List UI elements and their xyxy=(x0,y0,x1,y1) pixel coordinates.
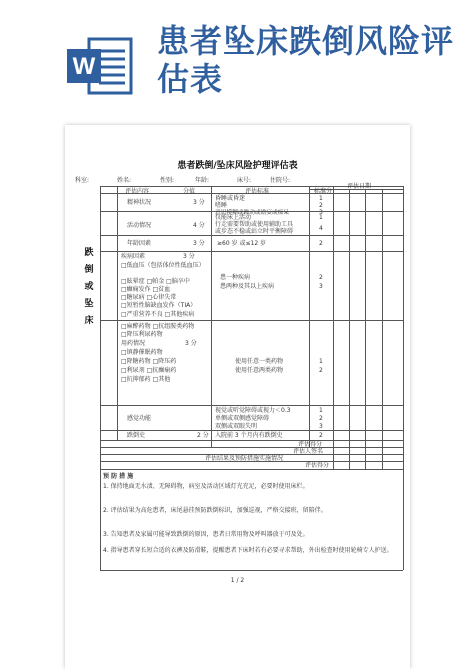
std-points: 4 xyxy=(319,225,323,232)
form-title: 患者跌倒/坠床风险护理评估表 xyxy=(177,161,298,171)
drug-item: □镇静催眠药物 xyxy=(121,349,163,356)
header-date: 评估日期 xyxy=(347,183,372,190)
header-score: 分值 xyxy=(183,188,196,195)
std-points: 2 xyxy=(319,415,323,422)
std-text: 入院前 3 个月内有跌倒史 xyxy=(215,432,283,439)
header-content: 评估内容 xyxy=(125,188,150,195)
measures-title: 预 防 措 施 xyxy=(103,473,134,480)
std-text: 或步态不稳或站立时平衡障碍 xyxy=(215,228,294,235)
std-text: 行走需要帮助或使用辅助工具 xyxy=(215,221,294,228)
signature-label: 评估人签名 xyxy=(293,448,324,455)
word-letter: W xyxy=(72,53,96,80)
drug-item: □降压利尿药物 xyxy=(121,331,163,338)
disease-item: □癫痫发作 □贫血 xyxy=(121,286,171,293)
document-title: 患者坠床跌倒风险评估表 xyxy=(157,22,455,98)
drug-score: 3 分 xyxy=(185,340,197,347)
side-char: 床 xyxy=(84,316,94,326)
row-activity-score: 4 分 xyxy=(193,222,205,229)
history-score: 2 分 xyxy=(197,432,209,439)
drug-title: 用药情况 xyxy=(121,340,146,347)
std-text: 意识模糊或躁动或谵妄或痴呆 xyxy=(215,209,290,216)
std-text: 使用任意两类药物 xyxy=(235,367,284,374)
word-doc-icon xyxy=(65,35,133,97)
side-char: 倒 xyxy=(84,265,94,275)
name-label: 姓名: xyxy=(117,177,132,184)
drug-item: □抗抑郁药 □其他 xyxy=(121,376,171,383)
drug-item: □降糖药物 □降压药 xyxy=(121,358,177,365)
disease-item: □眩晕症 □帕金 □脑卒中 xyxy=(121,278,190,285)
side-char: 坠 xyxy=(84,299,94,309)
std-text: 昏睡或昏迷 xyxy=(215,195,246,202)
std-points: 3 xyxy=(319,209,323,216)
admission-label: 住院号: xyxy=(270,177,291,184)
side-char: 跌 xyxy=(84,248,94,258)
drug-item: □麻醉药物 □抗组胺类药物 xyxy=(121,323,195,330)
disease-item: □低血压（包括体位性低血压） xyxy=(121,262,205,269)
side-label xyxy=(77,245,101,330)
sense-title: 感觉功能 xyxy=(127,415,152,422)
ward-label: 科室: xyxy=(75,177,90,184)
row-mental-item: 精神状况 xyxy=(127,199,152,206)
std-points: 1 xyxy=(319,358,323,365)
std-points: 3 xyxy=(319,283,323,290)
age-label: 年龄: xyxy=(195,177,210,184)
disease-title: 疾病因素 xyxy=(121,253,146,260)
std-points: 2 xyxy=(319,432,323,439)
measures-score-label: 评估得分 xyxy=(305,462,330,469)
document-header xyxy=(0,0,474,120)
disease-item: □严重营养不良 □其他疾病 xyxy=(121,311,195,318)
history-title: 跌倒史 xyxy=(127,432,146,439)
measure-item: 3. 告知患者及家属可能导致跌倒的原因，患者日常用物及呼叫器放于可及处。 xyxy=(103,531,309,538)
page-number: 1 / 2 xyxy=(230,577,245,584)
std-text: 视觉或听觉障碍或视力＜0.3 xyxy=(215,407,291,414)
gender-label: 性别: xyxy=(160,177,175,184)
std-points: 1 xyxy=(319,195,323,202)
std-points: 2 xyxy=(319,274,323,281)
header-std-score: 标准分 xyxy=(314,188,333,195)
measures-header: 评估结果及预防措施实施情况 xyxy=(205,455,284,462)
std-text: 患一种疾病 xyxy=(220,274,251,281)
row-mental-score: 3 分 xyxy=(193,199,205,206)
drug-item: □利尿剂 □抗癫痫药 xyxy=(121,367,177,374)
bed-label: 床号: xyxy=(237,177,252,184)
std-points: 2 xyxy=(319,240,323,247)
std-points: 2 xyxy=(319,202,323,209)
std-points: 3 xyxy=(319,423,323,430)
measure-item: 4. 指导患者穿长短合适的衣裤及防滑鞋，提醒患者下床时若有必要寻求帮助，外出检查时使用轮椅专人护送。 xyxy=(103,547,393,554)
std-points: 1 xyxy=(319,214,323,221)
header-standard: 评估标准 xyxy=(245,188,270,195)
std-text: 单侧或双侧感觉障碍 xyxy=(215,415,270,422)
disease-score: 3 分 xyxy=(183,253,195,260)
disease-item: □糖尿病 □心律失常 xyxy=(121,294,177,301)
measure-item: 2. 评估结果为高危患者，床尾悬挂预防跌倒标识，加强巡视，严格交接班，留陪伴。 xyxy=(103,507,327,514)
std-text: 使用任意一类药物 xyxy=(235,358,284,365)
measure-item: 1. 保持地面无水渍、无障碍物，病室及活动区域灯光充足，必要时使用床栏。 xyxy=(103,483,309,490)
document-page xyxy=(65,125,410,669)
std-points: 2 xyxy=(319,367,323,374)
std-text: ≥60 岁 或≤12 岁 xyxy=(217,240,267,247)
std-text: 双侧或双眼失明 xyxy=(215,423,258,430)
row-age-score: 3 分 xyxy=(193,240,205,247)
std-text: 仅能床上活动 xyxy=(215,214,252,221)
std-text: 患两种及其以上疾病 xyxy=(220,283,275,290)
disease-item: □短暂性脑缺血发作（TIA） xyxy=(121,302,197,309)
std-points: 1 xyxy=(319,407,323,414)
row-activity-item: 活动情况 xyxy=(127,222,152,229)
row-age-item: 年龄因素 xyxy=(127,240,152,247)
side-char: 或 xyxy=(84,282,94,292)
total-label: 评估得分 xyxy=(298,441,323,448)
std-text: 嗜睡 xyxy=(215,202,228,209)
